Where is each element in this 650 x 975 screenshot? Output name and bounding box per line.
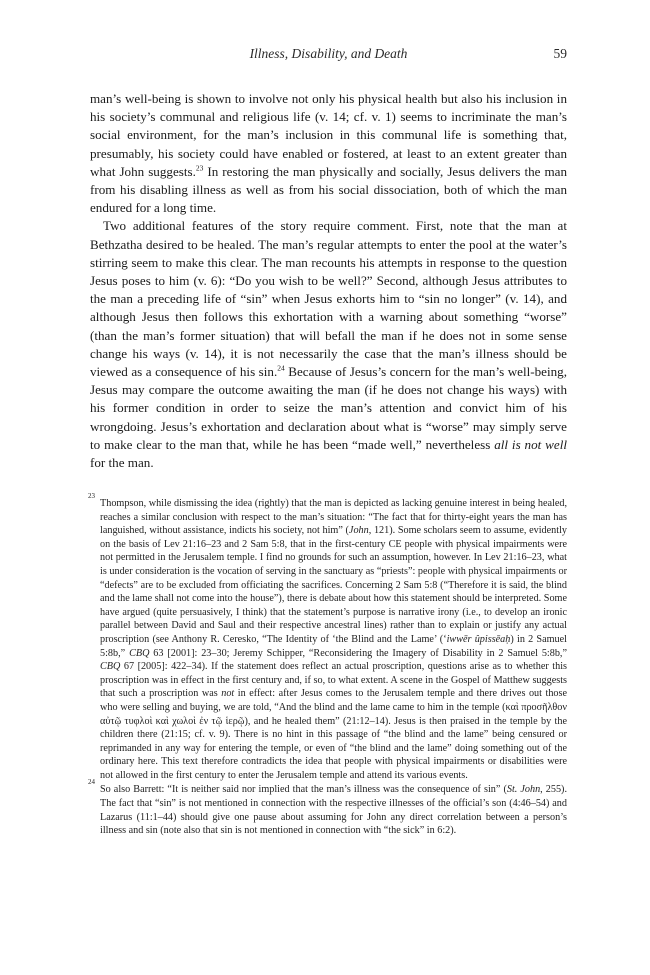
paragraph-1-text-a: man’s well-being is shown to involve not only his physical health but also his inclusion in his society’s communal and religious life (v. 14; cf. v. 1) seems to incriminate the man’s social environment, for the man’s inclusion in this communal life is something that, presumably, his society could have enabled or fostered, at least to an extent greater than what John suggests. bbox=[90, 91, 567, 179]
paragraph-2-text-b: Because of Jesus’s concern for the man’s well-being, Jesus may compare the outcome awaiting the man (if he does not change his ways) with his former condition in order to seize the man’s attention and convict him of his wrongdoing. Jesus’s exhortation and declaration about what is “worse” may simply serve to make clear to the man that, while he has been “made well,” nevertheless bbox=[90, 364, 567, 452]
body-text bbox=[90, 90, 567, 472]
footnote-23-text-c: ) in 2 Samuel 5:8b,” bbox=[100, 633, 567, 659]
paragraph-2-text-c: for the man. bbox=[90, 455, 154, 471]
footnote-24: 24 So also Barrett: “It is neither said nor implied that the man’s illness was the consequence of sin” (St. John, 255). The fact that “sin” is not mentioned in connection with the respective illnesses of the official’s son (4:46–54) and Lazarus (11:1–44) should give one pause about assuming for John any direct correlation between a person’s illness and sin (note also that sin is not mentioned in connection with “the sick” in 6:2). bbox=[88, 778, 567, 837]
paragraph-2-text-a: Two additional features of the story require comment. First, note that the man at Bethzatha desired to be healed. The man’s regular attempts to enter the pool at the water’s stirring seem to make this clear. The man recounts his attempts in response to the question Jesus poses to him (v. 6): “Do you wish to be well?” Second, although Jesus attributes to the man a preceding life of “sin” when Jesus exhorts him to “sin no longer” (v. 14), and although Jesus then follows this exhortation with a warning about something “worse” (than the man’s former situation) that will befall the man if he does not in some sense change his ways (v. 14), it is not necessarily the case that the man’s illness should be viewed as a consequence of his sin. bbox=[90, 218, 567, 380]
paragraph-2-emphasis: all is not well bbox=[494, 436, 568, 452]
running-head-title: Illness, Disability, and Death bbox=[249, 46, 408, 61]
footnote-24-text-a: So also Barrett: “It is neither said nor implied that the man’s illness was the consequence of sin” ( bbox=[100, 784, 507, 796]
footnote-23-italic-4: CBQ bbox=[100, 661, 121, 673]
footnote-23-italic-5: not bbox=[221, 688, 235, 700]
footnote-23-italic-2: iwwēr ûpissēaḥ bbox=[446, 633, 511, 645]
footnote-23-italic-3: CBQ bbox=[129, 647, 150, 659]
page-number: 59 bbox=[553, 46, 567, 61]
paragraph-1 bbox=[90, 90, 567, 217]
footnote-ref-23: 23 bbox=[195, 163, 204, 173]
paragraph-1-text-b: In restoring the man physically and socially, Jesus delivers the man from his disabling illness as well as from his social dissociation, both of which the man endured for a long time. bbox=[90, 163, 567, 216]
paragraph-2 bbox=[90, 217, 567, 472]
footnote-24-text-b: , 255). The fact that “sin” is not mentioned in connection with the respective illnesses of the official’s son (4:46–54) and Lazarus (11:1–44) should give one pause about assuming for John any direct correlation between a person’s illness and sin (note also that sin is not mentioned in connection with “the sick” in 6:2). bbox=[100, 784, 567, 837]
footnote-23-text-e: 67 [2005]: 422–34). If the statement does reflect an actual proscription, questions arise as to whether this proscription was in effect in the first century and, if so, to what extent. A scene in the Gospel of Matthew suggests that such a proscription was bbox=[100, 661, 567, 700]
footnote-ref-24: 24 bbox=[277, 363, 285, 373]
running-head bbox=[90, 46, 567, 66]
footnote-24-italic-1: St. John bbox=[506, 784, 541, 796]
footnote-23-text-b: , 121). Some scholars seem to assume, evidently on the basis of Lev 21:16–23 and 2 Sam 5:8, that in the first-century CE people with physical impairments were not permitted in the Jerusalem temple. I find no grounds for such an assumption, however. In Lev 21:16–23, what is under consideration is the vocation of serving in the sanctuary as “priests”: people with physical impairments or “defects” are to be excluded from officiating the sacrifices. Concerning 2 Sam 5:8 (“Therefore it is said, the blind and the lame shall not come into the house”), there is debate about how this statement should be interpreted. Some have argued (quite persuasively, I think) that the statement’s purpose is narrative irony (i.e., to develop an ironic parallel between David and Saul and their respective ancestral lines) rather than to explain or justify any actual proscription (see Anthony R. Ceresko, “The Identity of ‘the Blind and the Lame’ (‘ bbox=[100, 525, 567, 645]
footnote-23-text-a: Thompson, while dismissing the idea (rightly) that the man is depicted as lacking genuine interest in being healed, reaches a similar conclusion with respect to the man’s situation: “The fact that for thirty-eight years the man has languished, without assistance, indicts his society, not him” ( bbox=[100, 498, 567, 537]
footnote-23: 23 Thompson, while dismissing the idea (rightly) that the man is depicted as lacking genuine interest in being healed, reaches a similar conclusion with respect to the man’s situation: “The fact that for thirty-eight years the man has languished, without assistance, indicts his society, not him” (John, 121). Some scholars seem to assume, evidently on the basis of Lev 21:16–23 and 2 Sam 5:8, that in the first-century CE people with physical impairments were not permitted in the Jerusalem temple. I find no grounds for such an assumption, however. In Lev 21:16–23, what is under consideration is the vocation of serving in the sanctuary as “priests”: people with physical impairments or “defects” are to be excluded from officiating the sacrifices. Concerning 2 Sam 5:8 (“Therefore it is said, the blind and the lame shall not come into the house”), there is debate about how this statement should be interpreted. Some have argued (quite persuasively, I think) that the statement’s purpose is narrative irony (i.e., to develop an ironic parallel between David and Saul and their respective ancestral lines) rather than to explain or justify any actual proscription (see Anthony R. Ceresko, “The Identity of ‘the Blind and the Lame’ (‘iwwēr ûpissēaḥ) in 2 Samuel 5:8b,” CBQ 63 [2001]: 23–30; Jeremy Schipper, “Reconsidering the Imagery of Disability in 2 Samuel 5:8b,” CBQ 67 [2005]: 422–34). If the statement does reflect an actual proscription, questions arise as to whether this proscription was in effect in the first century and, if so, to what extent. A scene in the Gospel of Matthew suggests that such a proscription was not in effect: after Jesus comes to the Jerusalem temple and there drives out those who were selling and buying, we are told, “And the blind and the lame came to him in the temple (καὶ προσῆλθον αὐτῷ τυφλοὶ καὶ χωλοὶ ἐν τῷ ἱερῷ), and he healed them” (21:12–14). Jesus is then praised in the temple by the children there (21:15; cf. v. 9). There is no hint in this passage of “the blind and the lame” being censured or reprimanded in any way for entering the temple, or even of “the blind and the lame” doing something out of the ordinary here. This text therefore contradicts the idea that people with physical impairments or disabilities were not allowed in the first century to enter the Jerusalem temple and attend its various events. bbox=[88, 492, 568, 781]
footnote-23-italic-1: John bbox=[348, 525, 369, 537]
footnote-23-text-f: in effect: after Jesus comes to the Jerusalem temple and there drives out those who were selling and buying, we are told, “And the blind and the lame came to him in the temple (καὶ προσῆλθον αὐτῷ τυφλοὶ καὶ χωλοὶ ἐν τῷ ἱερῷ), and he healed them” (21:12–14). Jesus is then praised in the temple by the children there (21:15; cf. v. 9). There is no hint in this passage of “the blind and the lame” being censured or reprimanded in any way for entering the temple, or even of “the blind and the lame” doing something out of the ordinary here. This text therefore contradicts the idea that people with physical impairments or disabilities were not allowed in the first century to enter the Jerusalem temple and attend its various events. bbox=[100, 688, 568, 781]
footnotes bbox=[88, 492, 568, 839]
footnote-23-text-d: 63 [2001]: 23–30; Jeremy Schipper, “Reconsidering the Imagery of Disability in 2 Samuel 5:8b,” bbox=[149, 647, 567, 659]
